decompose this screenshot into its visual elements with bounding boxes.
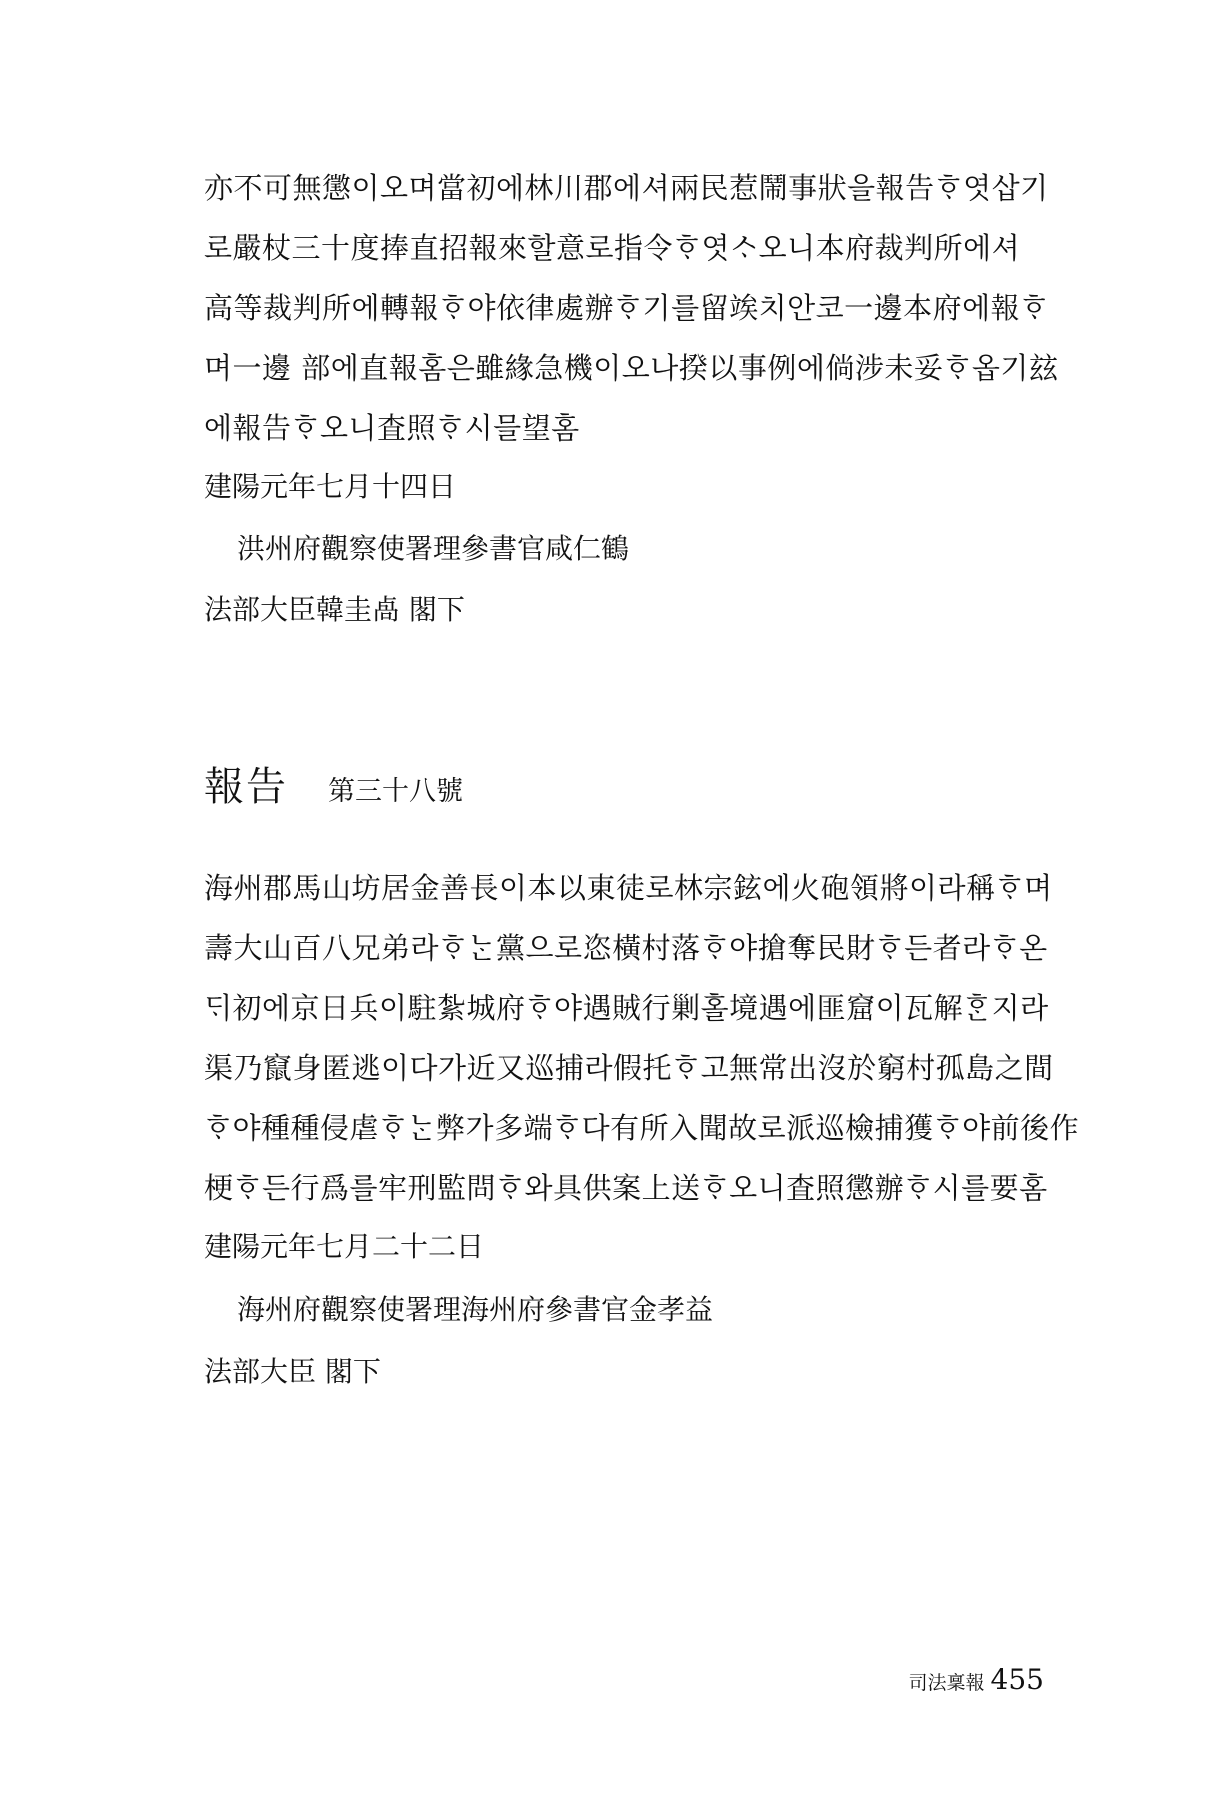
report-2-addressee: 法部大臣 閣下	[204, 1355, 381, 1388]
report-1-line-3: 高等裁判所에轉報ᄒᆞ야依律處辦ᄒᆞ기를留竢치안코一邊本府에報ᄒᆞ	[204, 291, 1049, 325]
report-2-body	[204, 871, 1080, 1234]
report-2-date: 建陽元年七月二十二日	[204, 1230, 485, 1263]
report-1-addressee: 法部大臣韓圭卨 閣下	[204, 593, 465, 626]
report-2-title: 報告	[204, 764, 288, 810]
report-2-line-5: ᄒᆞ야種種侵虐ᄒᆞᄂᆞᆫ弊가多端ᄒᆞ다有所入聞故로派巡檢捕獲ᄒᆞ야前後作	[204, 1111, 1080, 1145]
report-2-line-3: ᄃᆡ初에京日兵이駐紮城府ᄒᆞ야遇賊行剿홀境遇에匪窟이瓦解ᄒᆞᆫ지라	[204, 991, 1049, 1025]
page-number: 455	[990, 1663, 1044, 1696]
report-2-heading	[204, 755, 463, 812]
report-1-line-4: 며一邊 部에直報홈은雖緣急機이오나揆以事例에倘涉未妥ᄒᆞ옵기玆	[204, 351, 1059, 385]
report-2-signature: 海州府觀察使署理海州府參書官金孝益	[237, 1293, 714, 1326]
report-2-line-6: 梗ᄒᆞ든行爲를牢刑監問ᄒᆞ와具供案上送ᄒᆞ오니査照懲辦ᄒᆞ시를要홈	[204, 1171, 1048, 1205]
page-footer	[909, 1663, 1044, 1696]
report-1-date: 建陽元年七月十四日	[204, 470, 457, 503]
report-2-line-1: 海州郡馬山坊居金善長이本以東徒로林宗鉉에火砲領將이라稱ᄒᆞ며	[204, 871, 1053, 905]
report-1-line-5: 에報告ᄒᆞ오니査照ᄒᆞ시믈望홈	[204, 411, 580, 445]
report-1-signature: 洪州府觀察使署理參書官咸仁鶴	[237, 532, 630, 565]
report-1-line-1: 亦不可無懲이오며當初에林川郡에셔兩民惹鬧事狀을報告ᄒᆞ엿삽기	[204, 171, 1049, 205]
journal-name: 司法稟報	[908, 1672, 985, 1694]
report-1-body	[204, 171, 1059, 474]
report-2-number: 第三十八號	[328, 776, 463, 807]
report-2-line-2: 壽大山百八兄弟라ᄒᆞᄂᆞᆫ黨으로恣橫村落ᄒᆞ야搶奪民財ᄒᆞ든者라ᄒᆞ온	[204, 931, 1048, 965]
report-1-line-2: 로嚴杖三十度捧直招報來할意로指令ᄒᆞ엿ᄉᆞ오니本府裁判所에셔	[204, 231, 1021, 265]
report-2-line-4: 渠乃竄身匿逃이다가近又巡捕라假托ᄒᆞ고無常出沒於窮村孤島之間	[204, 1051, 1054, 1085]
